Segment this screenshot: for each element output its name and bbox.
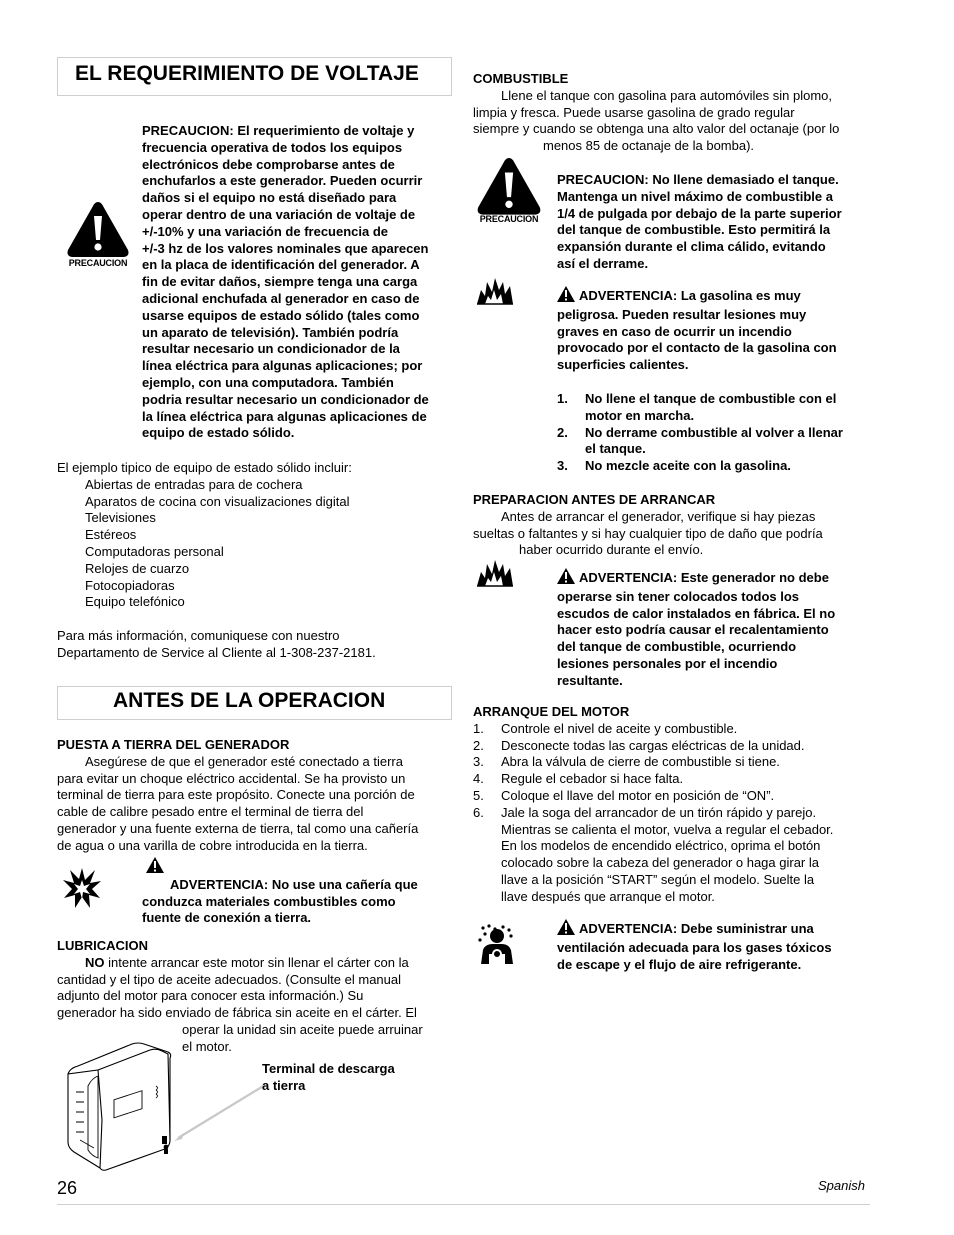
text-span: ADVERTENCIA: Este generador no debe [579, 570, 829, 585]
caution-text-voltage [142, 123, 462, 442]
text-line: motor en marcha. [585, 407, 695, 423]
text-span: ADVERTENCIA: La gasolina es muy [579, 288, 801, 303]
text-line: escudos de calor instalados en fábrica. El no [557, 605, 836, 621]
caution-icon-label: PRECAUCION [479, 214, 539, 224]
list-item [557, 391, 877, 425]
text-line: 1/4 de pulgada por debajo de la parte superior [557, 205, 842, 221]
text-line: ADVERTENCIA: No use una cañería que [170, 876, 418, 892]
list-item: Aparatos de cocina con visualizaciones digital [85, 493, 350, 509]
list-item [557, 458, 877, 475]
text-line: No derrame combustible al volver a llenar [585, 424, 843, 440]
text-line: ventilación adecuada para los gases tóxicos [557, 939, 832, 955]
text-line: equipo de estado sólido. [142, 425, 295, 441]
ground-section [57, 737, 457, 855]
warning-triangle-icon [146, 857, 164, 878]
list-item: Computadoras personal [85, 543, 224, 559]
text-line: daños si el equipo no está diseñado para [142, 190, 397, 206]
text-line: operar dentro de una variación de voltaje de [142, 206, 416, 222]
list-number: 2. [557, 424, 568, 440]
text-line: conduzca materiales combustibles como [142, 893, 396, 909]
list-item [473, 771, 883, 788]
list-item: Relojes de cuarzo [85, 560, 190, 576]
example-intro: El ejemplo tipico de equipo de estado sólido incluir: [57, 460, 352, 475]
text-line: generador y una fuente externa de tierra, tal como una cañería [57, 820, 419, 836]
text-line: generador ha sido enviado de fábrica sin aceite en el cárter. El [57, 1005, 417, 1021]
toxic-fumes-icon [475, 922, 519, 966]
diagram-leader-line [170, 1082, 270, 1144]
text-line: llave a la posición “START” según el modelo. Suelte la [501, 871, 815, 887]
text-line: limpia y fresca. Puede usarse gasolina de grado regular [473, 104, 795, 120]
section-title-operation: ANTES DE LA OPERACION [113, 689, 386, 712]
caution-icon-label: PRECAUCION [68, 258, 128, 268]
fire-icon [475, 558, 515, 588]
text-line: ejemplo, con una computadora. También [142, 374, 394, 390]
subheading-fuel: COMBUSTIBLE [473, 71, 569, 86]
text-line: para evitar un choque eléctrico accidental. Se ha provisto un [57, 770, 406, 786]
text-line: Regule el cebador si hace falta. [501, 771, 684, 787]
warning-fuel [557, 286, 877, 374]
text-line: fuente de conexión a tierra. [142, 910, 312, 926]
list-number: 1. [557, 391, 568, 406]
text-line: el motor. [182, 1038, 232, 1054]
text-line: siempre y cuando se obtenga una alto valor del octanaje (por lo [473, 121, 840, 137]
caution-text-fuel [557, 172, 877, 273]
text-line: cantidad y el tipo de aceite adecuados. (Consulte el manual [57, 971, 401, 987]
list-number: 6. [473, 804, 484, 820]
text-line: Coloque el llave del motor en posición de “ON”. [501, 787, 775, 803]
list-number: 1. [473, 720, 484, 736]
list-item [473, 754, 883, 771]
text-line: de agua o una varilla de cobre introducida en la tierra. [57, 837, 368, 853]
text-line: provocado por el contacto de la gasolina con [557, 340, 837, 356]
text-line: podria resultar necesario un condicionador de [142, 391, 429, 407]
text-span: intente arrancar este motor sin llenar el cárter con la [104, 954, 409, 970]
text-line: cable de calibre pesado entre el terminal de tierra del [57, 804, 364, 820]
subheading-ground: PUESTA A TIERRA DEL GENERADOR [57, 737, 290, 752]
text-line: resultante. [557, 672, 623, 688]
text-line: Mientras se calienta el motor, vuelva a regular el cebador. [501, 821, 834, 837]
text-line: Llene el tanque con gasolina para automóviles sin plomo, [501, 87, 832, 103]
text-line: Abra la válvula de cierre de combustible si tiene. [501, 754, 780, 770]
text-line [557, 919, 877, 940]
text-line: línea eléctrica para algunas aplicaciones; por [142, 358, 423, 374]
fire-icon [475, 276, 515, 306]
list-number: 2. [473, 737, 484, 753]
text-line: a tierra [262, 1077, 306, 1093]
page-number: 26 [57, 1178, 78, 1198]
list-item [473, 788, 883, 805]
text-line: Terminal de descarga [262, 1061, 395, 1076]
text-line: de escape y el flujo de aire refrigerante. [557, 956, 802, 972]
subheading-prep: PREPARACION ANTES DE ARRANCAR [473, 492, 716, 507]
list-number: 3. [473, 754, 484, 770]
warning-triangle-icon [557, 286, 575, 307]
text-line: +/-3 hz de los valores nominales que aparecen [142, 240, 429, 256]
list-item [473, 721, 883, 738]
text-line: llave después que arranque el motor. [501, 888, 715, 904]
warning-triangle-row [142, 857, 462, 878]
caution-icon [474, 156, 544, 230]
example-list [57, 460, 457, 611]
language-label: Spanish [818, 1178, 865, 1193]
warning-triangle-icon [557, 568, 575, 589]
fuel-section [473, 71, 883, 155]
prep-section [473, 492, 883, 559]
text-line: sueltas o faltantes y si hay cualquier tipo de daño que podría [473, 525, 823, 541]
text-line: Desconecte todas las cargas eléctricas de la unidad. [501, 737, 805, 753]
start-section [473, 704, 883, 906]
subheading-lubrication: LUBRICACION [57, 938, 148, 953]
text-line: terminal de tierra para este propósito. Conecte una porción de [57, 787, 415, 803]
text-line: adjunto del motor para conocer esta información.) Su [57, 988, 364, 1004]
text-line: Jale la soga del arrancador de un tirón rápido y parejo. [501, 804, 817, 820]
warning-triangle-icon [557, 919, 575, 940]
contact-info [57, 628, 457, 662]
list-item: Equipo telefónico [85, 594, 185, 610]
text-span: ADVERTENCIA: Debe suministrar una [579, 921, 814, 936]
fuel-warning-list [557, 391, 877, 475]
list-item: Fotocopiadoras [85, 577, 175, 593]
warning-heat [557, 568, 877, 690]
text-line: electrónicos debe comprobarse antes de [142, 156, 395, 172]
text-line: del tanque de combustible, ocurriendo [557, 639, 797, 655]
text-line: superficies calientes. [557, 357, 689, 373]
list-item [557, 425, 877, 459]
text-line: Asegúrese de que el generador esté conectado a tierra [85, 753, 403, 769]
text-line: No llene el tanque de combustible con el [585, 391, 837, 406]
explosion-icon [62, 866, 102, 910]
text-line: graves en caso de ocurrir un incendio [557, 323, 792, 339]
warning-ventilation [557, 919, 877, 973]
text-line [557, 568, 877, 589]
text-line: enchufarlos a este generador. Pueden ocurrir [142, 173, 423, 189]
text-line: un aparato de televisión). También podría [142, 324, 399, 340]
text-line: PRECAUCION: El requerimiento de voltaje y [142, 123, 415, 138]
subheading-start: ARRANQUE DEL MOTOR [473, 704, 630, 719]
text-line: En los modelos de encendido eléctrico, oprima el botón [501, 838, 821, 854]
list-item [473, 738, 883, 755]
list-item: Abiertas de entradas para de cochera [85, 476, 303, 492]
text-line: colocado sobre la cabeza del generador o haga girar la [501, 855, 819, 871]
text-line: operar la unidad sin aceite puede arruinar [182, 1021, 423, 1037]
emphasis-no: NO [85, 954, 105, 970]
text-line: Controle el nivel de aceite y combustible. [501, 720, 738, 736]
list-number: 4. [473, 771, 484, 787]
text-line: la línea eléctrica para algunas aplicaciones de [142, 408, 427, 424]
warning-ground [142, 857, 462, 927]
text-line: No mezcle aceite con la gasolina. [585, 458, 791, 474]
text-line: haber ocurrido durante el envío. [519, 542, 704, 558]
text-line: Departamento de Service al Cliente al 1-308-237-2181. [57, 644, 376, 660]
text-line: Mantenga un nivel máximo de combustible a [557, 188, 833, 204]
text-line: el tanque. [585, 441, 646, 457]
list-item: Estéreos [85, 527, 137, 543]
text-line [57, 955, 457, 972]
text-line: operarse sin tener colocados todos los [557, 588, 800, 604]
diagram-label [262, 1061, 442, 1095]
text-line: adicional enchufada al generador en caso de [142, 290, 420, 306]
text-line: PRECAUCION: No llene demasiado el tanque. [557, 172, 839, 187]
text-line: menos 85 de octanaje de la bomba). [543, 138, 755, 154]
text-line: en la placa de identificación del generador. A [142, 257, 420, 273]
list-item [473, 805, 883, 906]
section-title-voltage: EL REQUERIMIENTO DE VOLTAJE [75, 62, 419, 85]
list-number: 5. [473, 787, 484, 803]
list-item: Televisiones [85, 510, 156, 526]
text-line: lesiones personales por el incendio [557, 655, 778, 671]
text-line: peligrosa. Pueden resultar lesiones muy [557, 306, 807, 322]
text-line: fin de evitar daños, siempre tenga una carga [142, 274, 418, 290]
text-line: expansión durante el clima cálido, evitando [557, 239, 826, 255]
caution-icon [64, 200, 132, 272]
text-line: hacer esto podría causar el recalentamiento [557, 622, 829, 638]
text-line: resultar necesario un condicionador de la [142, 341, 400, 357]
text-line: del tanque de combustible. Esto permitirá la [557, 222, 831, 238]
text-line: Antes de arrancar el generador, verifique si hay piezas [501, 508, 816, 524]
footer-rule [57, 1204, 870, 1205]
list-number: 3. [557, 458, 568, 474]
text-line: Para más información, comuniquese con nuestro [57, 628, 340, 643]
text-line: +/-10% y una variación de frecuencia de [142, 223, 389, 239]
text-line [557, 286, 877, 307]
text-line: así el derrame. [557, 255, 649, 271]
text-line: usarse equipos de estado sólido (tales como [142, 307, 420, 323]
text-line: frecuencia operativa de todos los equipos [142, 139, 403, 155]
